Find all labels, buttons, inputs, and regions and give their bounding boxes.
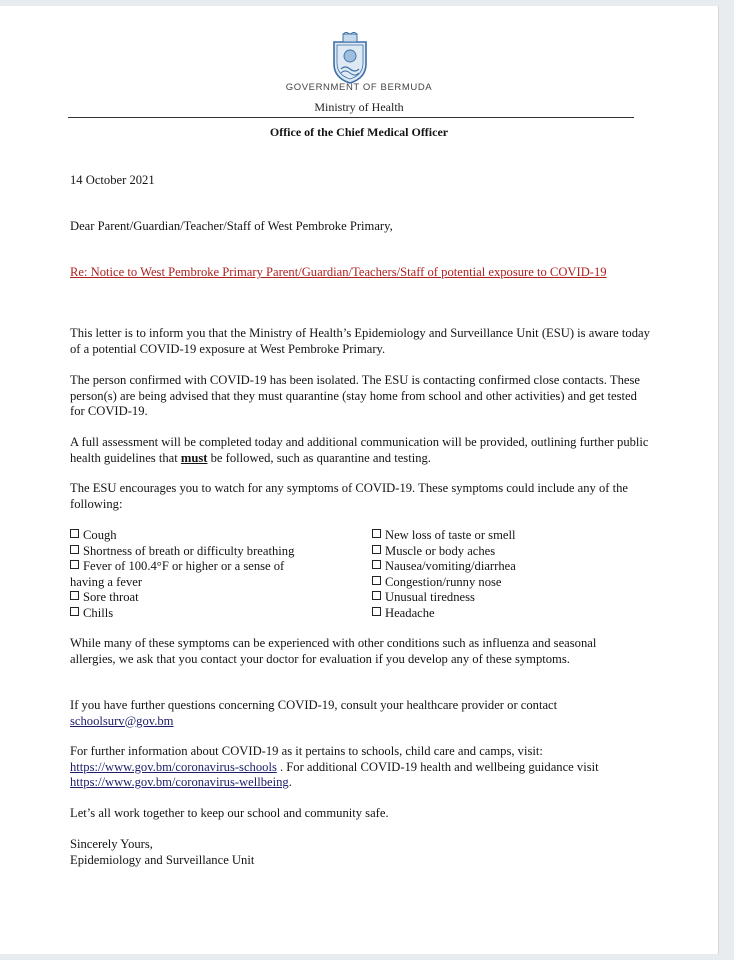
symptom-list-left [70, 528, 340, 621]
checkbox-icon [70, 560, 79, 569]
ministry-name: Ministry of Health [314, 100, 404, 114]
salutation: Dear Parent/Guardian/Teacher/Staff of West Pembroke Primary, [70, 219, 393, 233]
list-item: Nausea/vomiting/diarrhea [372, 559, 642, 575]
paragraph-resources-text: For further information about COVID-19 as it pertains to schools, child care and camps, visit: [70, 744, 543, 758]
checkbox-icon [372, 545, 381, 554]
paragraph-assessment-text-b: be followed, such as quarantine and testing. [207, 450, 431, 465]
list-item: Chills [70, 606, 340, 622]
email-link[interactable]: schoolsurv@gov.bm [70, 713, 174, 728]
list-item: Unusual tiredness [372, 590, 642, 606]
list-item: Shortness of breath or difficulty breathing [70, 544, 340, 560]
emphasis-must: must [180, 450, 208, 465]
paragraph-isolation: The person confirmed with COVID-19 has been isolated. The ESU is contacting confirmed close contacts. These person(s) are being advised that they must quarantine (stay home from school and other activities) and get tested for COVID-19. [70, 373, 640, 419]
list-item: Fever of 100.4°F or higher or a sense of having a fever [70, 559, 285, 589]
list-item: Sore throat [70, 590, 340, 606]
checkbox-icon [70, 607, 79, 616]
paragraph-closing-remark: Let’s all work together to keep our school and community safe. [70, 806, 389, 820]
paragraph-resources-end: . [288, 775, 292, 790]
list-item: Headache [372, 606, 642, 622]
list-item: Cough [70, 528, 340, 544]
paragraph-resources [70, 744, 645, 791]
list-item: Congestion/runny nose [372, 575, 642, 591]
header-divider [68, 117, 634, 118]
checkbox-icon [372, 607, 381, 616]
paragraph-symptoms-intro: The ESU encourages you to watch for any symptoms of COVID-19. These symptoms could include any of the following: [70, 481, 628, 511]
symptom-list-right [372, 528, 642, 621]
letter-page [0, 6, 718, 954]
paragraph-conditions: While many of these symptoms can be experienced with other conditions such as influenza and seasonal allergies, we ask that you contact your doctor for evaluation if you develop any of these symptoms. [70, 636, 597, 666]
list-item: New loss of taste or smell [372, 528, 642, 544]
paragraph-questions-text: If you have further questions concerning COVID-19, consult your healthcare provider or contact [70, 698, 558, 712]
subject-line: Re: Notice to West Pembroke Primary Parent/Guardian/Teachers/Staff of potential exposure to COVID-19 [70, 265, 607, 279]
checkbox-icon [372, 529, 381, 538]
office-name: Office of the Chief Medical Officer [269, 125, 449, 139]
closing: Sincerely Yours, [70, 837, 153, 851]
schools-link[interactable]: https://www.gov.bm/coronavirus-schools [70, 759, 277, 774]
checkbox-icon [70, 529, 79, 538]
paragraph-assessment [70, 435, 650, 466]
wellbeing-link[interactable]: https://www.gov.bm/coronavirus-wellbeing [70, 775, 289, 790]
signature: Epidemiology and Surveillance Unit [70, 853, 255, 867]
list-item: Muscle or body aches [372, 544, 642, 560]
checkbox-icon [70, 545, 79, 554]
checkbox-icon [372, 560, 381, 569]
letter-date: 14 October 2021 [70, 173, 155, 187]
government-name: GOVERNMENT OF BERMUDA [285, 82, 433, 93]
checkbox-icon [372, 576, 381, 585]
government-crest-icon [331, 32, 369, 84]
paragraph-questions [70, 698, 650, 729]
paragraph-intro: This letter is to inform you that the Ministry of Health’s Epidemiology and Surveillance Unit (ESU) is aware today of a potential COVID-19 exposure at West Pembroke Primary. [70, 326, 650, 356]
paragraph-assessment-text-a: A full assessment will be completed today and additional communication will be provided, outlining further public health guidelines that [70, 435, 649, 465]
paragraph-resources-mid: . For additional COVID-19 health and wellbeing guidance visit [276, 759, 599, 774]
checkbox-icon [70, 591, 79, 600]
checkbox-icon [372, 591, 381, 600]
